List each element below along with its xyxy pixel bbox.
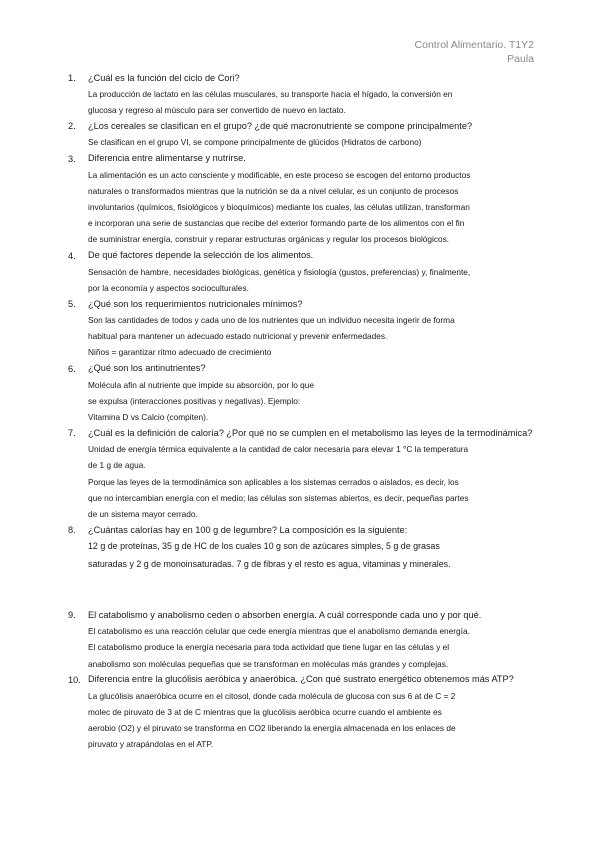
question-text: ¿Qué son los requerimientos nutricionales mínimos?: [88, 298, 303, 309]
answer-line: que no intercambian energía con el medio; las células son sistemas abiertos, es decir, pequeñas partes: [88, 492, 469, 503]
answer-line: e incorporan una serie de sustancias que recibe del exterior formando parte de los alimentos con el fin: [88, 218, 465, 229]
question-item: [68, 118, 534, 150]
answer-line: Unidad de energía térmica equivalente a la cantidad de calor necesaria para elevar 1 °C la temperatura: [88, 444, 469, 455]
question-item: [68, 151, 534, 248]
answer-line: naturales o transformados mientras que la nutrición se da a nivel celular, es un conjunto de procesos: [88, 185, 459, 196]
question-item: [68, 70, 534, 118]
answer-line: Molécula afin al nutriente que impide su absorción, por lo que: [88, 379, 314, 390]
question-item: [68, 296, 534, 361]
question-text: El catabolismo y anabolismo ceden o absorben energía. A cuál corresponde cada uno y por qué.: [88, 609, 482, 620]
answer-line: de un sistema mayor cerrado.: [88, 509, 198, 520]
answer-line: molec de piruvato de 3 at de C mientras que la glucólisis aeróbica ocurre cuando el ambiente es: [88, 707, 442, 718]
answer-line: anabolismo son moléculas pequeñas que se transforman en moléculas más grandes y complejas.: [88, 658, 449, 669]
question-text: De qué factores depende la selección de los alimentos.: [88, 250, 314, 261]
question-item: [68, 607, 534, 672]
question-number: 4.: [68, 250, 76, 261]
question-item: [68, 522, 534, 573]
answer-line: por la economía y aspectos socioculturales.: [88, 282, 249, 293]
question-list: [68, 70, 534, 753]
answer-block: [88, 134, 534, 150]
answer-line: La producción de lactato en las células musculares, su transporte hacia el hígado, la conversión en: [88, 89, 453, 99]
question-number: 2.: [68, 121, 76, 132]
answer-block: [88, 377, 534, 426]
header-title: Control Alimentario. T1Y2: [414, 39, 534, 51]
header-author: Paula: [507, 53, 534, 65]
answer-line: Sensación de hambre, necesidades biológicas, genética y fisiología (gustos, preferencias) y, finalmente,: [88, 266, 471, 277]
question-number: 8.: [68, 525, 76, 536]
answer-line: Se clasifican en el grupo VI, se compone principalmente de glúcidos (Hidratos de carbono): [88, 137, 422, 148]
answer-block: [88, 688, 534, 753]
answer-line: de 1 g de agua.: [88, 460, 146, 471]
answer-line: saturadas y 2 g de monoinsaturadas. 7 g de fibras y el resto es agua, vitaminas y minerales.: [88, 558, 451, 569]
question-number: 1.: [68, 73, 76, 83]
question-text: ¿Los cereales se clasifican en el grupo? ¿de qué macronutriente se compone principalmente?: [88, 120, 473, 131]
answer-block: [88, 441, 534, 522]
answer-line: Vitamina D vs Calcio (compiten).: [88, 412, 209, 423]
question-text: Diferencia entre alimentarse y nutrirse.: [88, 153, 246, 164]
answer-line: se expulsa (interacciones positivas y negativas). Ejemplo:: [88, 395, 301, 406]
question-text: ¿Qué son los antinutrientes?: [88, 363, 206, 374]
answer-line: 12 g de proteínas, 35 g de HC de los cuales 10 g son de azúcares simples, 5 g de grasas: [88, 541, 440, 552]
question-item: [68, 248, 534, 296]
question-item: [68, 425, 534, 522]
page-header: [415, 38, 534, 66]
answer-line: aerobio (O2) y el piruvato se transforma en CO2 liberando la energía almacenada en los enlaces de: [88, 723, 456, 734]
answer-line: La glucólisis anaeróbica ocurre en el citosol, donde cada molécula de glucosa con sus 6 at de C = 2: [88, 690, 456, 701]
question-text: ¿Cuál es la función del ciclo de Cori?: [88, 72, 240, 83]
answer-line: La alimentación es un acto consciente y modificable, en este proceso se escogen del entorno productos: [88, 169, 471, 180]
answer-line: El catabolismo es una reacción celular que cede energía mientras que el anabolismo demanda energía.: [88, 626, 470, 637]
answer-block: [88, 538, 534, 573]
answer-block: [88, 312, 534, 361]
question-number: 6.: [68, 363, 76, 374]
answer-line: involuntarios (químicos, fisiológicos y bioquímicos) mediante los cuales, las células utilizan, transforman: [88, 202, 470, 213]
question-text: Diferencia entre la glucólisis aeróbica y anaeróbica. ¿Con qué sustrato energético obtenemos más ATP?: [88, 674, 514, 685]
answer-line: glucosa y regreso al músculo para ser convertido de nuevo en lactato.: [88, 105, 346, 116]
question-text: ¿Cuántas calorías hay en 100 g de legumbre? La composición es la siguiente:: [88, 524, 408, 535]
question-number: 10.: [68, 674, 81, 685]
answer-line: El catabolismo produce la energía necesaria para toda actividad que tiene lugar en las células y el: [88, 642, 450, 653]
answer-line: Son las cantidades de todos y cada uno de los nutrientes que un individuo necesita ingerir de forma: [88, 315, 455, 326]
answer-line: habitual para mantener un adecuado estado nutricional y prevenir enfermedades.: [88, 331, 388, 342]
answer-line: Niños = garantizar ritmo adecuado de crecimiento: [88, 347, 272, 358]
answer-block: [88, 167, 534, 248]
question-item: [68, 361, 534, 426]
question-text: ¿Cuál es la definición de caloría? ¿Por qué no se cumplen en el metabolismo las leyes de la termodinámica?: [88, 427, 533, 438]
answer-line: de suministrar energía, construir y reparar estructuras orgánicas y regular los procesos biológicos.: [88, 234, 450, 245]
question-number: 3.: [68, 153, 76, 164]
answer-block: [88, 623, 534, 672]
answer-block: [88, 264, 534, 296]
question-number: 5.: [68, 299, 76, 310]
answer-line: Porque las leyes de la termodinámica son aplicables a los sistemas cerrados o aislados, es decir, los: [88, 476, 459, 487]
answer-line: piruvato y atrapándolas en el ATP.: [88, 739, 214, 750]
question-item: [68, 672, 534, 753]
question-number: 9.: [68, 610, 76, 621]
question-number: 7.: [68, 428, 76, 439]
answer-block: [88, 86, 534, 118]
